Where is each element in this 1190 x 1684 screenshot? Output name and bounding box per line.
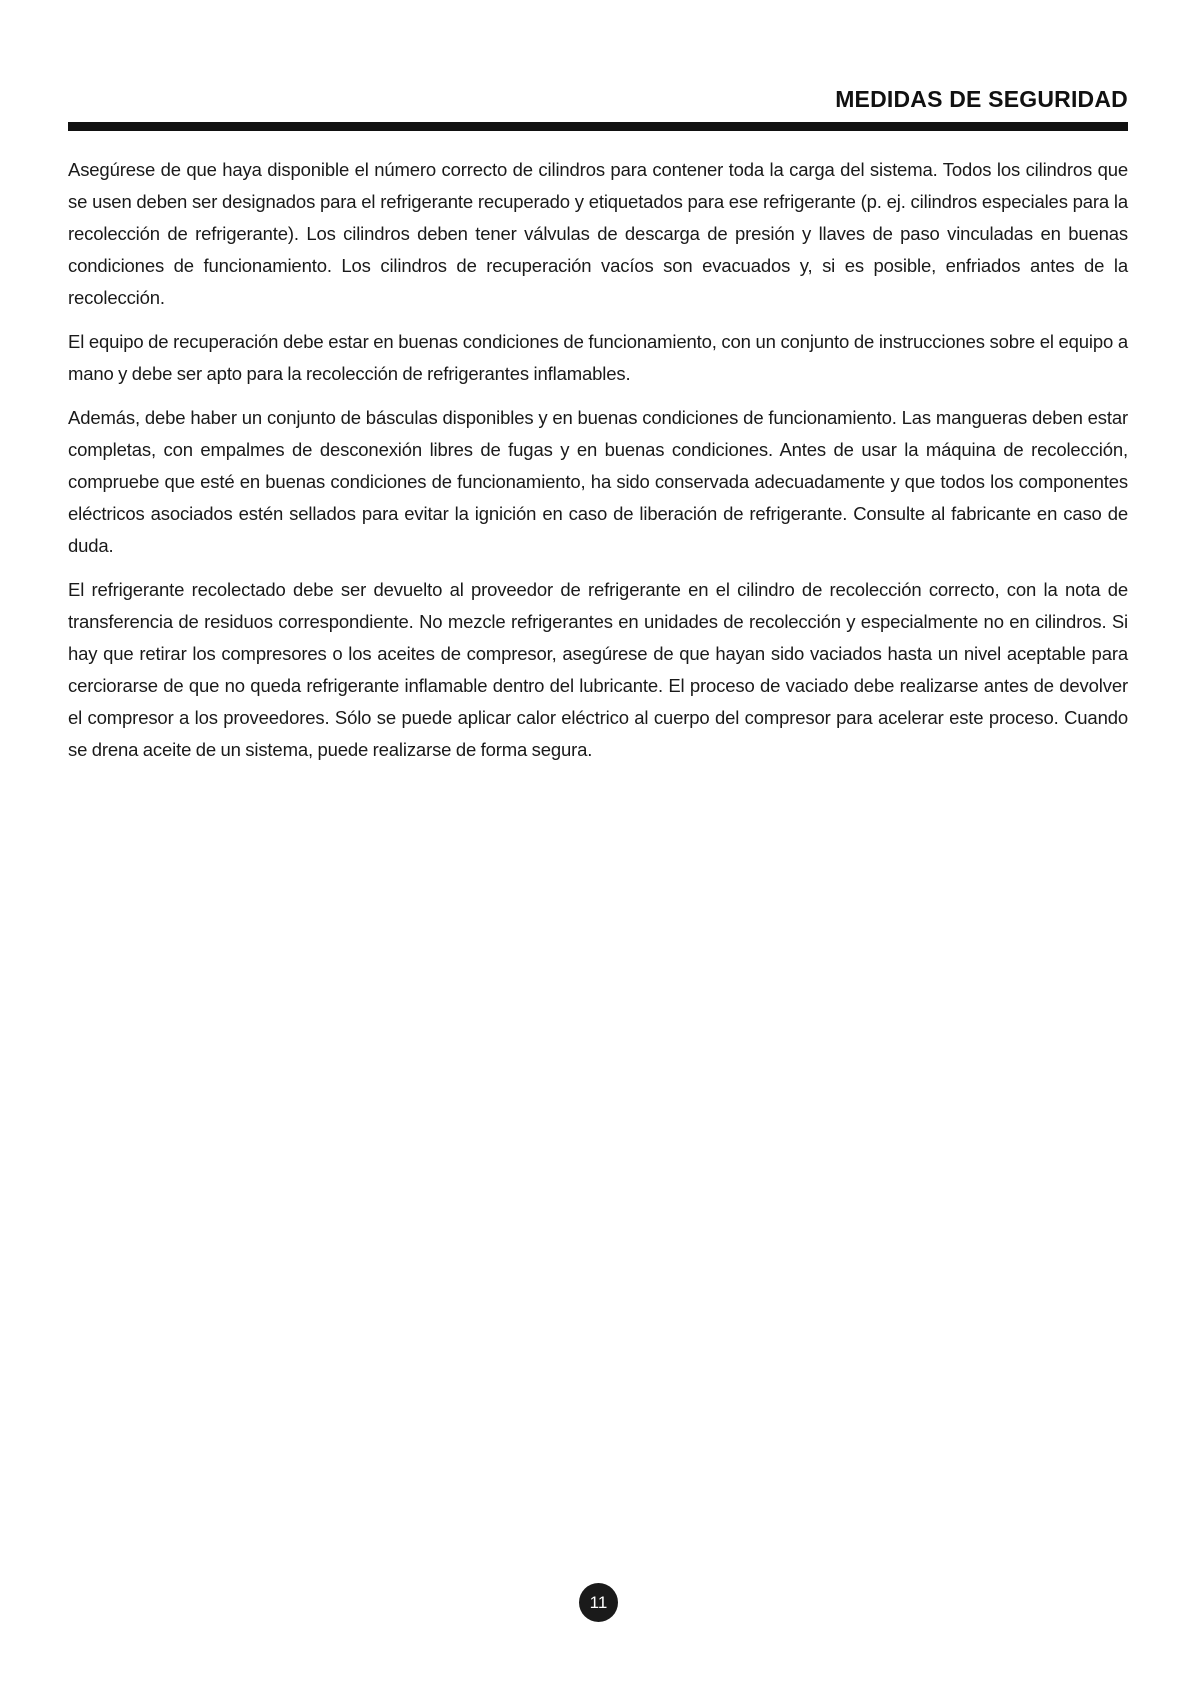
section-title: MEDIDAS DE SEGURIDAD bbox=[835, 86, 1128, 112]
paragraph-cylinders: Asegúrese de que haya disponible el número correcto de cilindros para contener toda la carga del sistema. Todos los cilindros que se usen deben ser designados para el refrigerante recuperado y etiquetados para ese refrigerante (p. ej. cilindros especiales para la recolección de refrigerante). Los cilindros deben tener válvulas de descarga de presión y llaves de paso vinculadas en buenas condiciones de funcionamiento. Los cilindros de recuperación vacíos son evacuados y, si es posible, enfriados antes de la recolección. bbox=[68, 159, 1128, 308]
paragraph-scales-hoses: Además, debe haber un conjunto de básculas disponibles y en buenas condiciones de funcionamiento. Las mangueras deben estar completas, con empalmes de desconexión libres de fugas y en buenas condiciones. Antes de usar la máquina de recolección, compruebe que esté en buenas condiciones de funcionamiento, ha sido conservada adecuadamente y que todos los componentes eléctricos asociados estén sellados para evitar la ignición en caso de liberación de refrigerante. Consulte al fabricante en caso de duda. bbox=[68, 407, 1128, 556]
paragraph-refrigerant-return: El refrigerante recolectado debe ser devuelto al proveedor de refrigerante en el cilindro de recolección correcto, con la nota de transferencia de residuos correspondiente. No mezcle refrigerantes en unidades de recolección y especialmente no en cilindros. Si hay que retirar los compresores o los aceites de compresor, asegúrese de que hayan sido vaciados hasta un nivel aceptable para cerciorarse de que no queda refrigerante inflamable dentro del lubricante. El proceso de vaciado debe realizarse antes de devolver el compresor a los proveedores. Sólo se puede aplicar calor eléctrico al cuerpo del compresor para acelerar este proceso. Cuando se drena aceite de un sistema, puede realizarse de forma segura. bbox=[68, 579, 1128, 760]
paragraph-recovery-equipment: El equipo de recuperación debe estar en buenas condiciones de funcionamiento, con un conjunto de instrucciones sobre el equipo a mano y debe ser apto para la recolección de refrigerantes inflamables. bbox=[68, 331, 1128, 384]
body-text bbox=[68, 154, 1128, 778]
header-divider bbox=[68, 122, 1128, 131]
page-number-badge: 11 bbox=[579, 1583, 618, 1622]
